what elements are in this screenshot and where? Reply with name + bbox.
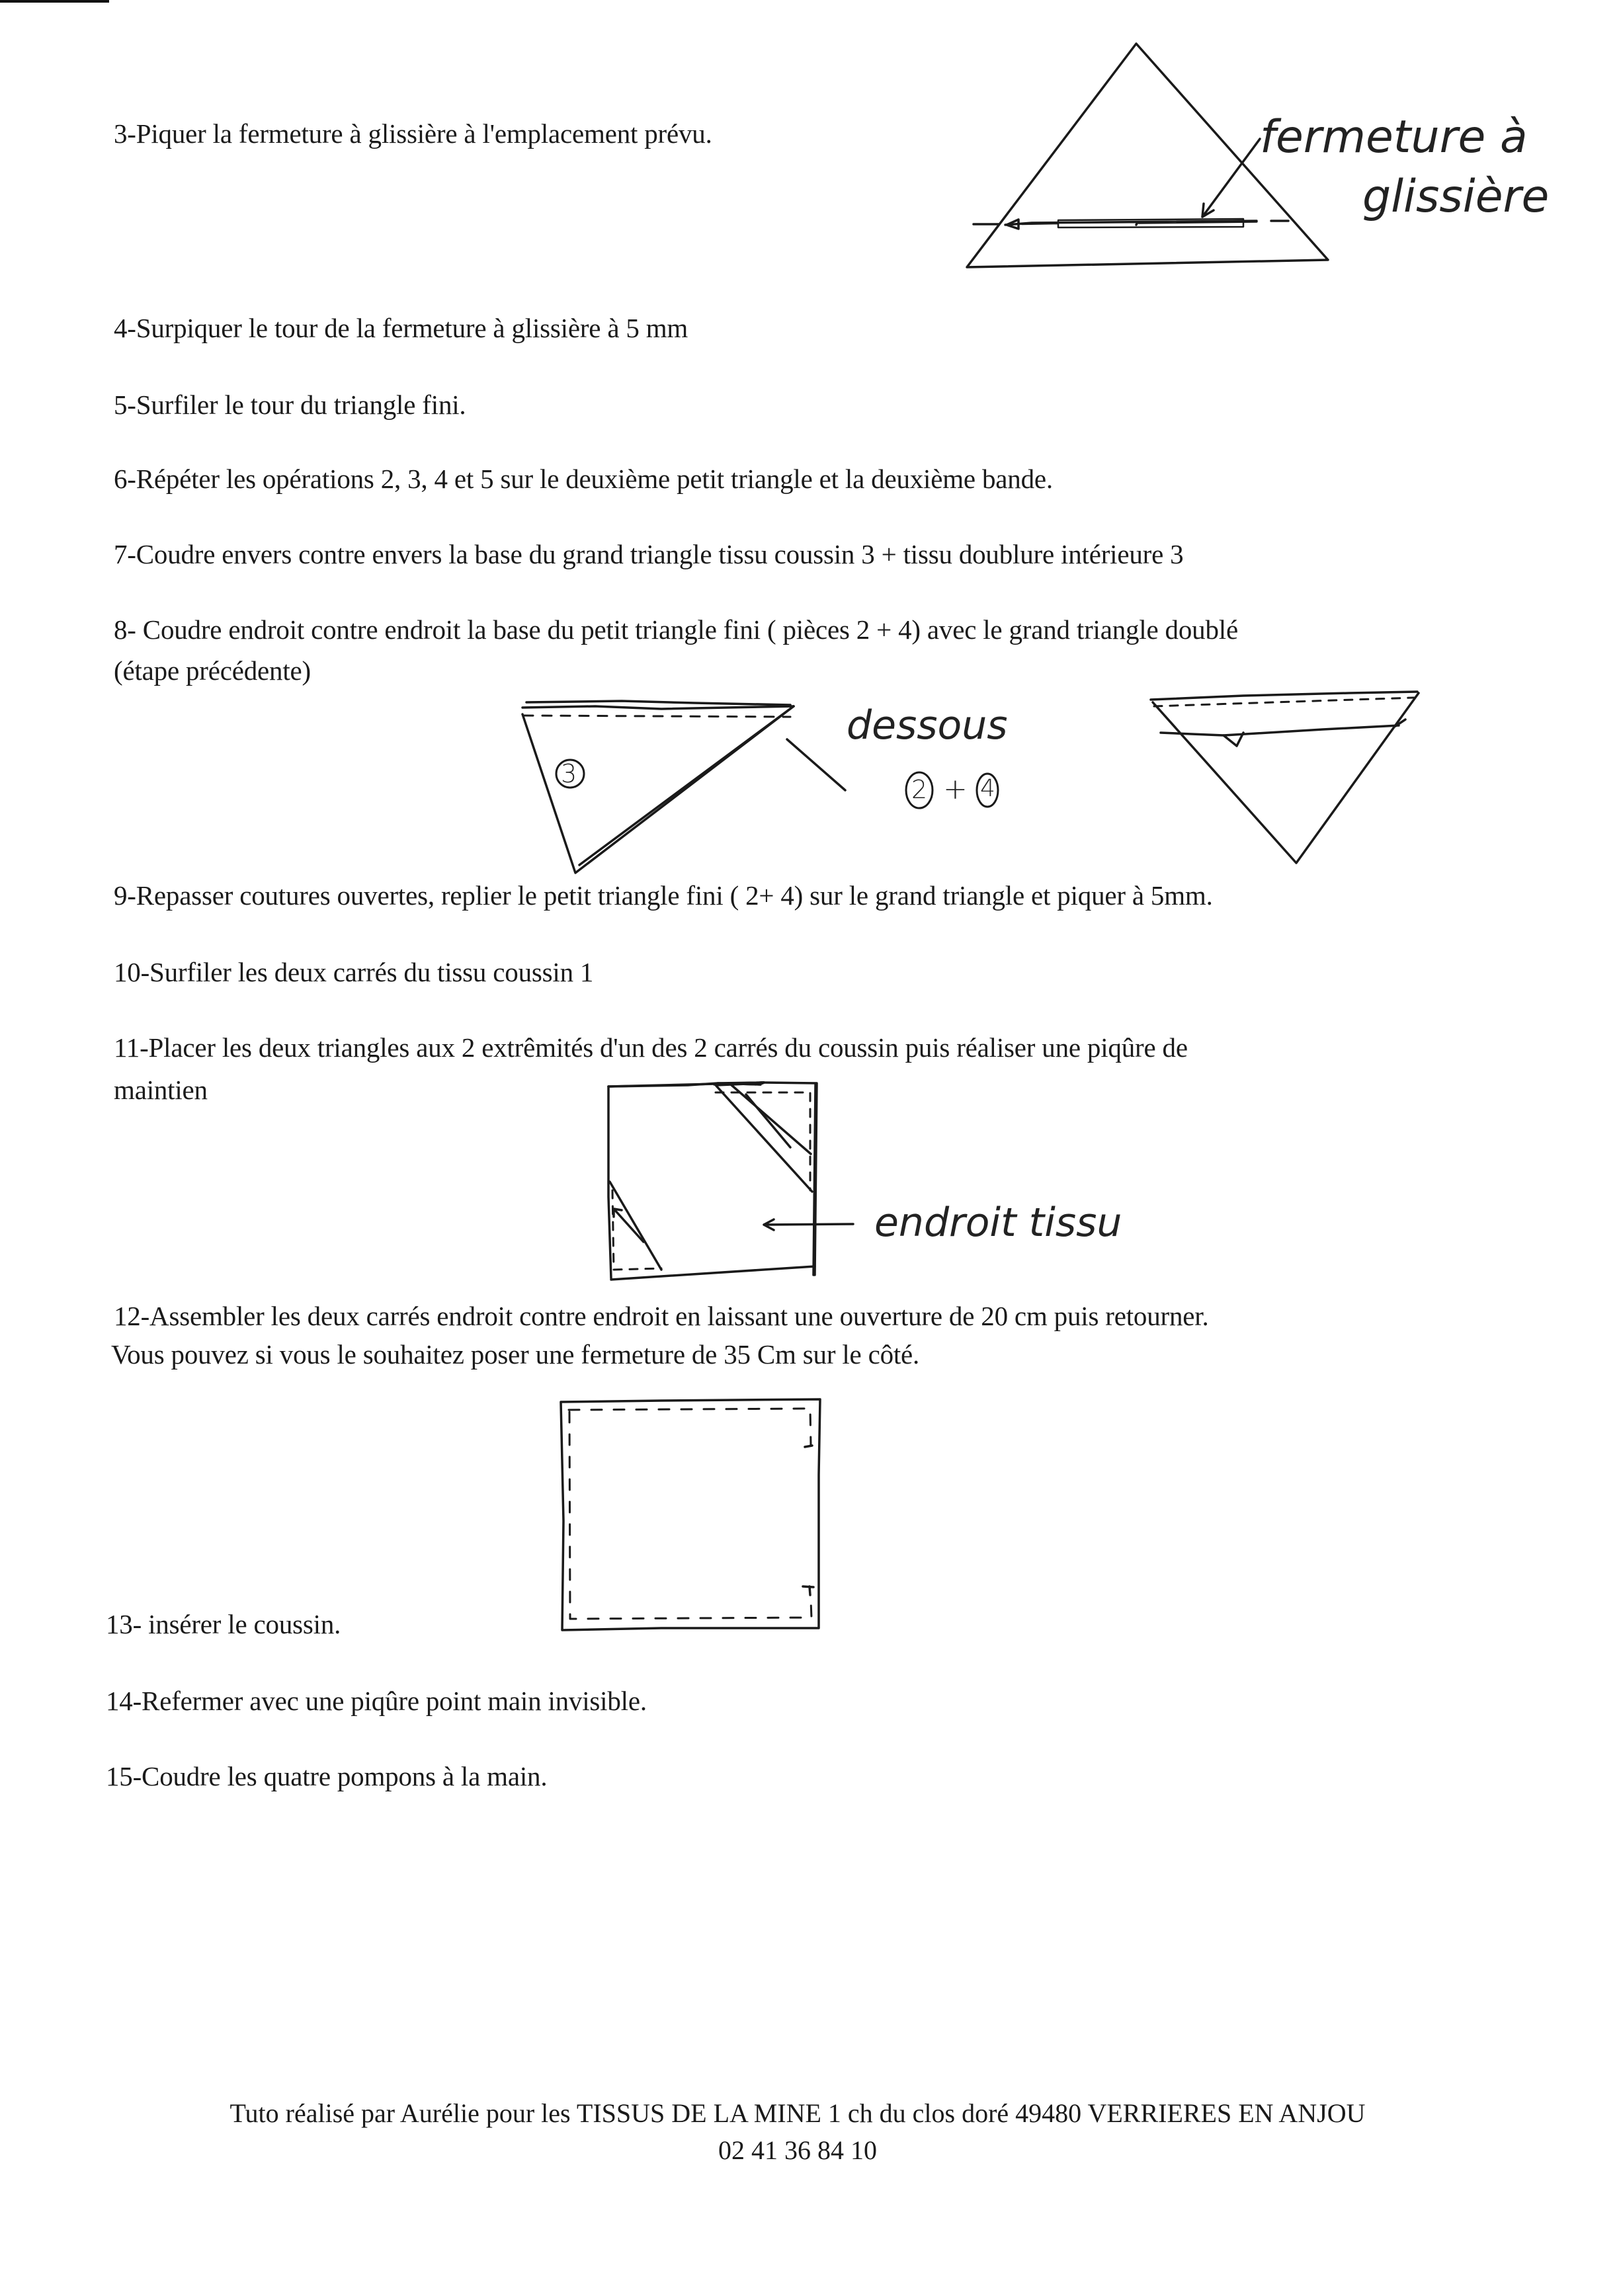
plus-label: +	[943, 772, 968, 806]
zipper-label-line2: glissière	[1362, 171, 1550, 223]
dessous-label: dessous	[847, 702, 1008, 749]
step-14: 14-Refermer avec une piqûre point main invisible.	[106, 1686, 647, 1716]
step-12-line2: Vous pouvez si vous le souhaitez poser une fermeture de 35 Cm sur le côté.	[111, 1339, 920, 1370]
step-12-line1: 12-Assembler les deux carrés endroit contre endroit en laissant une ouverture de 20 cm puis retourner.	[114, 1301, 1209, 1331]
step-6: 6-Répéter les opérations 2, 3, 4 et 5 sur le deuxième petit triangle et la deuxième bande.	[114, 464, 1053, 494]
opening-marker-top	[805, 1446, 812, 1447]
endroit-tissu-label: endroit tissu	[874, 1200, 1122, 1246]
seam-top	[569, 1409, 811, 1445]
step-7: 7-Coudre envers contre envers la base du grand triangle tissu coussin 3 + tissu doublure intérieure 3	[114, 539, 1184, 569]
piece-3-label: 3	[561, 759, 577, 788]
step-9: 9-Repasser coutures ouvertes, replier le petit triangle fini ( 2+ 4) sur le grand triangle et piquer à 5mm.	[114, 880, 1213, 911]
step-5: 5-Surfiler le tour du triangle fini.	[114, 390, 466, 420]
footer-credit: Tuto réalisé par Aurélie pour les TISSUS DE LA MINE 1 ch du clos doré 49480 VERRIERES EN ANJOU	[229, 2098, 1366, 2128]
step-8-line1: 8- Coudre endroit contre endroit la base du petit triangle fini ( pièces 2 + 4) avec le grand triangle doublé	[114, 614, 1238, 645]
step-4: 4-Surpiquer le tour de la fermeture à glissière à 5 mm	[114, 313, 688, 343]
piece-4-label: 4	[980, 775, 995, 802]
opening-marker-bottom	[803, 1586, 813, 1595]
step-13: 13- insérer le coussin.	[106, 1609, 341, 1639]
zipper-label-line1: fermeture à	[1260, 111, 1528, 163]
piece-2-label: 2	[911, 775, 928, 804]
step-10: 10-Surfiler les deux carrés du tissu coussin 1	[114, 957, 594, 987]
seam-left-bottom	[569, 1412, 811, 1619]
step-8-line2: (étape précédente)	[114, 655, 311, 686]
step-15: 15-Coudre les quatre pompons à la main.	[106, 1761, 548, 1791]
outer-square	[561, 1399, 820, 1630]
footer-phone: 02 41 36 84 10	[718, 2135, 877, 2165]
step-11-line1: 11-Placer les deux triangles aux 2 extrêmités d'un des 2 carrés du coussin puis réaliser une piqûre de	[114, 1032, 1188, 1063]
step-11-line2: maintien	[114, 1075, 208, 1105]
step-3: 3-Piquer la fermeture à glissière à l'emplacement prévu.	[114, 118, 712, 149]
